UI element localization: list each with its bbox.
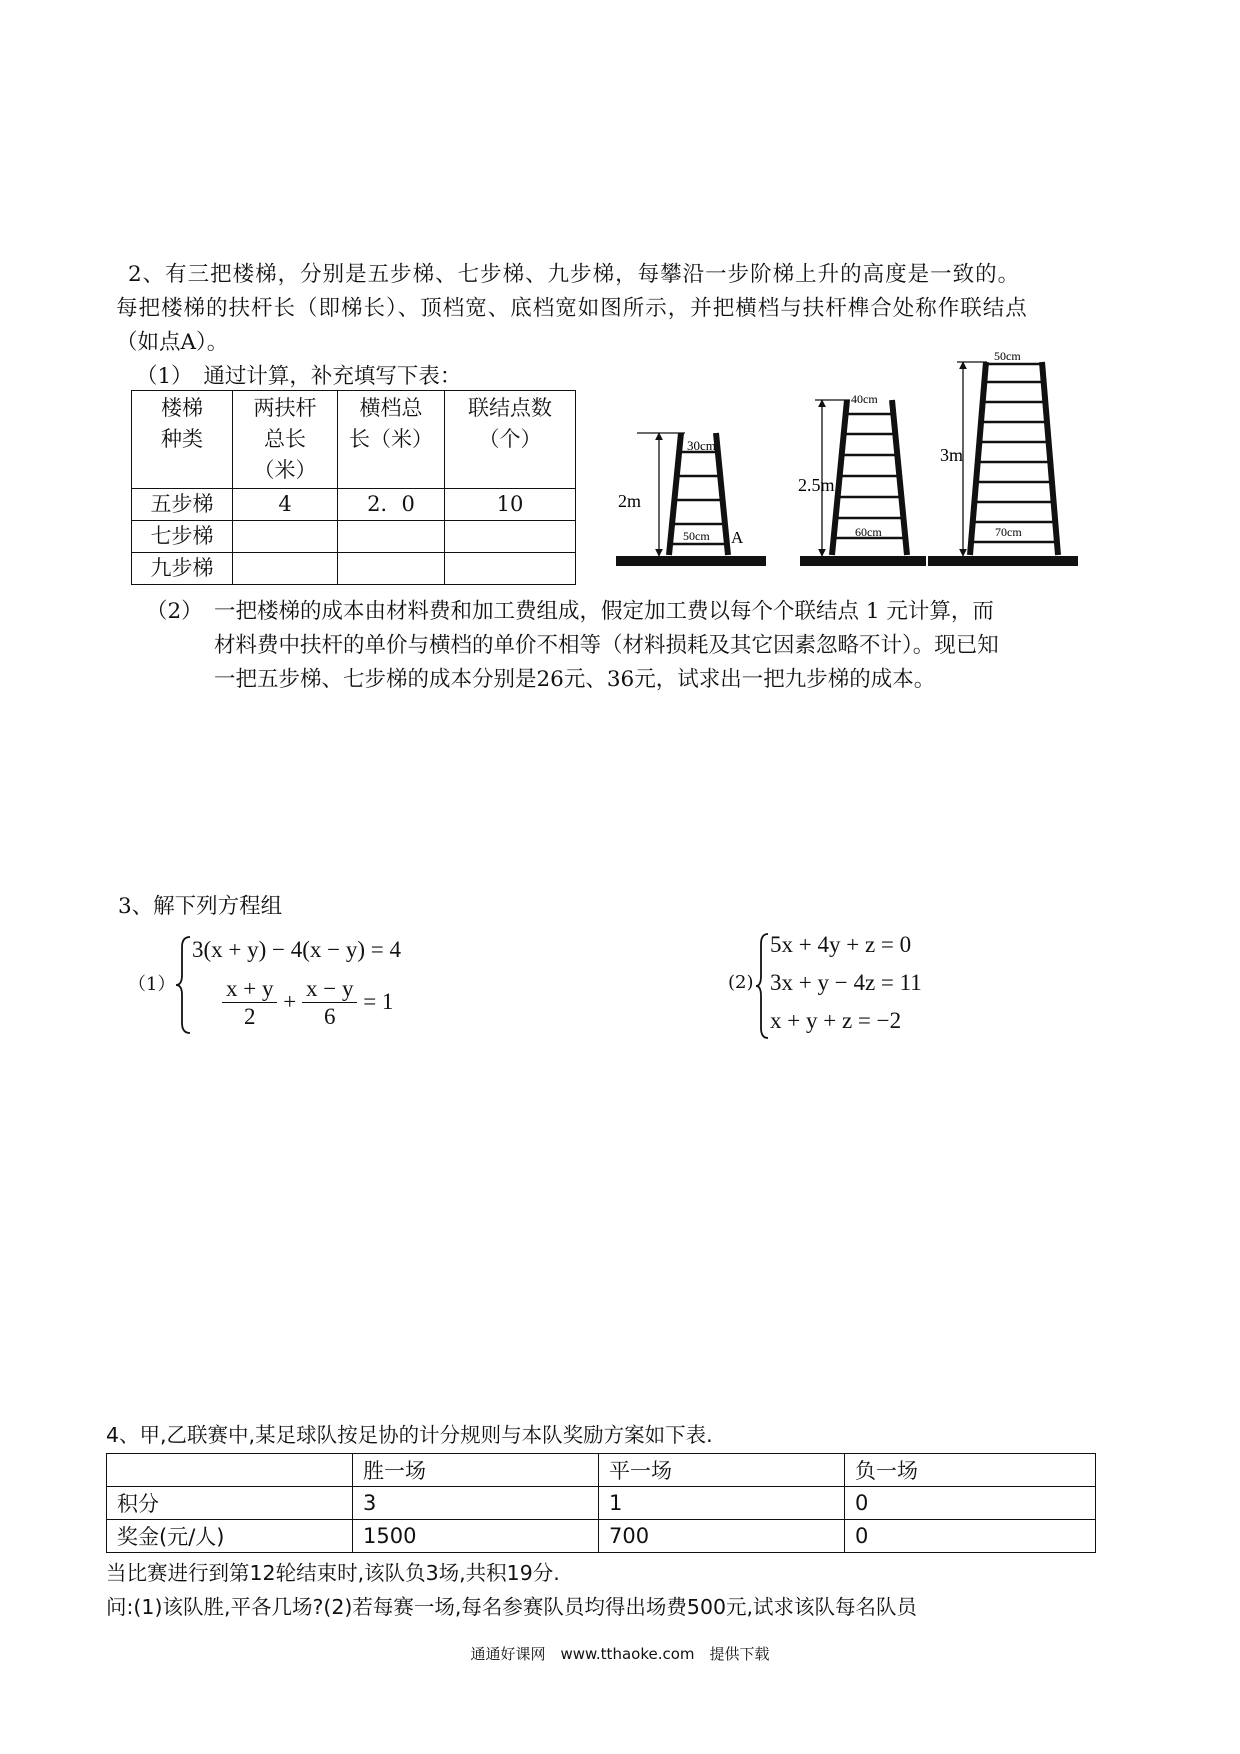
table-row — [107, 1487, 1096, 1520]
table-row — [132, 489, 576, 521]
q2-intro-line3: （如点A）。 — [116, 330, 229, 355]
seven-step-ladder — [798, 392, 907, 556]
q2-intro-line1: 2、有三把楼梯，分别是五步梯、七步梯、九步梯，每攀沿一步阶梯上升的高度是一致的。 — [128, 262, 1021, 287]
ladder2-height-label: 2.5m — [798, 475, 835, 495]
table-cell — [445, 553, 576, 585]
table-cell — [233, 521, 338, 553]
frac2-numerator: x − y — [302, 976, 357, 1003]
system2-label: (2) — [728, 972, 754, 993]
score-table — [106, 1453, 1096, 1553]
table-cell: 0 — [845, 1520, 1096, 1553]
table-cell — [233, 553, 338, 585]
table-cell: 10 — [445, 489, 576, 521]
table-cell: 2．0 — [338, 489, 445, 521]
system2-equation2: 3x + y − 4z = 11 — [770, 970, 922, 995]
page-footer: 通通好课网 www.tthaoke.com 提供下载 — [470, 1645, 770, 1663]
table-header-cell: 负一场 — [845, 1454, 1096, 1487]
table-cell: 七步梯 — [132, 521, 233, 553]
q4-line1: 当比赛进行到第12轮结束时,该队负3场,共积19分. — [106, 1561, 560, 1585]
table-cell — [338, 521, 445, 553]
table-cell: 4 — [233, 489, 338, 521]
system2-equation1: 5x + 4y + z = 0 — [770, 932, 912, 957]
table-header-cell: 联结点数 （个） — [445, 391, 576, 489]
table-header-row — [132, 391, 576, 489]
table-row — [132, 521, 576, 553]
table-header-cell: 楼梯 种类 — [132, 391, 233, 489]
q2-part1-prompt: （1） 通过计算，补充填写下表： — [136, 364, 462, 389]
table-header-row — [107, 1454, 1096, 1487]
equation2-rhs: = 1 — [363, 988, 394, 1014]
table-header-cell — [107, 1454, 353, 1487]
nine-step-ladder — [940, 349, 1058, 556]
q2-part2-line3: 一把五步梯、七步梯的成本分别是26元、36元，试求出一把九步梯的成本。 — [214, 667, 936, 692]
frac1-denominator: 2 — [243, 1004, 256, 1029]
table-cell: 700 — [599, 1520, 845, 1553]
ladder2-bottom-label: 60cm — [855, 525, 882, 539]
ladder2-top-label: 40cm — [851, 392, 878, 406]
ladder1-height-label: 2m — [618, 491, 642, 511]
point-a-label: A — [731, 528, 744, 547]
table-cell: 1 — [599, 1487, 845, 1520]
table-cell: 五步梯 — [132, 489, 233, 521]
table-cell — [445, 521, 576, 553]
table-row — [107, 1520, 1096, 1553]
q2-part2-line1: 一把楼梯的成本由材料费和加工费组成，假定加工费以每个个联结点 1 元计算，而 — [214, 599, 994, 624]
table-cell: 九步梯 — [132, 553, 233, 585]
frac1-numerator: x + y — [222, 976, 277, 1003]
system1-label: （1） — [128, 974, 176, 995]
ladder-table — [131, 390, 576, 585]
system2-equation3: x + y + z = −2 — [770, 1008, 902, 1033]
table-cell: 3 — [353, 1487, 599, 1520]
table-cell: 0 — [845, 1487, 1096, 1520]
ladder1-bottom-label: 50cm — [683, 529, 710, 543]
system1-brace — [174, 935, 192, 1035]
table-header-cell: 两扶杆 总长 （米） — [233, 391, 338, 489]
table-cell: 1500 — [353, 1520, 599, 1553]
system1-equation1: 3(x + y) − 4(x − y) = 4 — [192, 937, 402, 962]
table-header-cell: 胜一场 — [353, 1454, 599, 1487]
table-header-cell: 横档总 长（米） — [338, 391, 445, 489]
ladder3-height-label: 3m — [940, 445, 964, 465]
ladders-figure — [610, 340, 1080, 575]
frac2-denominator: 6 — [323, 1004, 336, 1029]
q3-title: 3、解下列方程组 — [118, 894, 283, 919]
table-cell: 奖金(元/人) — [107, 1520, 353, 1553]
system1-equation2: $\frac{x + y}{2}$ + $\frac{x - y}{6}$ = 1 — [222, 976, 393, 1031]
table-cell — [338, 553, 445, 585]
ladder1-top-label: 30cm — [687, 438, 716, 453]
q2-intro-line2: 每把楼梯的扶杆长（即梯长）、顶档宽、底档宽如图所示，并把横档与扶杆榫合处称作联结点 — [116, 296, 1028, 321]
table-row — [132, 553, 576, 585]
table-cell: 积分 — [107, 1487, 353, 1520]
q2-part2-label: （2） — [146, 599, 203, 624]
q2-part2-line2: 材料费中扶杆的单价与横档的单价不相等（材料损耗及其它因素忽略不计）。现已知 — [214, 633, 999, 658]
ladder3-top-label: 50cm — [994, 349, 1021, 363]
five-step-ladder — [618, 433, 744, 556]
system2-brace — [754, 932, 770, 1040]
q4-title: 4、甲,乙联赛中,某足球队按足协的计分规则与本队奖励方案如下表. — [106, 1423, 713, 1447]
ladder3-bottom-label: 70cm — [995, 525, 1022, 539]
q4-line2: 问:(1)该队胜,平各几场?(2)若每赛一场,每名参赛队员均得出场费500元,试求该队每名队员 — [106, 1595, 918, 1619]
table-header-cell: 平一场 — [599, 1454, 845, 1487]
